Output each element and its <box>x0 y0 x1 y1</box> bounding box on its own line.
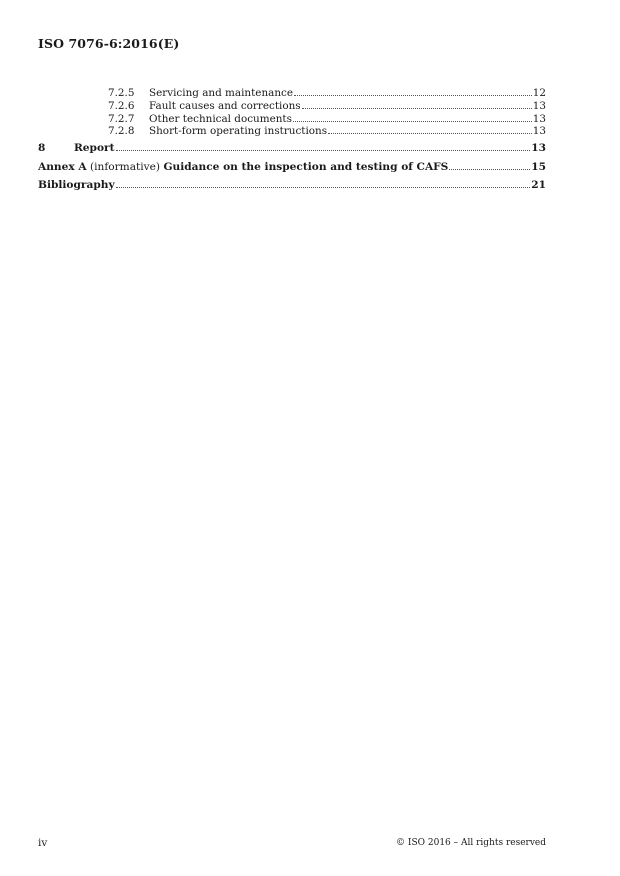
table-of-contents <box>38 87 546 195</box>
toc-entry-title: Fault causes and corrections <box>149 99 301 112</box>
toc-entry-page: 13 <box>532 99 546 112</box>
toc-entry-number: 7.2.7 <box>108 112 135 125</box>
toc-entry-number: 7.2.5 <box>108 87 135 99</box>
toc-entry-bibliography[interactable] <box>38 176 546 195</box>
dot-leader <box>302 108 532 109</box>
page-number: iv <box>38 837 48 849</box>
toc-entry-section-8[interactable] <box>38 139 546 158</box>
toc-entry-title: Other technical documents <box>149 112 292 125</box>
annex-qualifier: (informative) <box>89 160 161 173</box>
document-id-header: ISO 7076-6:2016(E) <box>38 36 180 51</box>
annex-label: Annex A <box>38 160 87 173</box>
dot-leader <box>328 133 532 134</box>
copyright-notice: © ISO 2016 – All rights reserved <box>396 838 546 848</box>
toc-entry-page: 13 <box>532 112 546 125</box>
dot-leader <box>293 121 532 122</box>
toc-entry-7-2-6[interactable] <box>38 100 546 113</box>
toc-entry-page: 13 <box>531 142 546 155</box>
dot-leader <box>294 95 532 96</box>
toc-entry-title: Report <box>74 142 115 155</box>
toc-entry-annex-a[interactable] <box>38 158 546 177</box>
toc-entry-page: 15 <box>531 160 546 173</box>
toc-entry-page: 21 <box>531 179 546 192</box>
toc-entry-page: 13 <box>532 125 546 138</box>
toc-entry-title: Short-form operating instructions <box>149 125 328 138</box>
annex-title: Guidance on the inspection and testing of CAFS <box>163 160 449 173</box>
toc-entry-number: 7.2.6 <box>108 99 135 112</box>
toc-entry-title: Bibliography <box>38 179 115 192</box>
toc-entry-page: 12 <box>532 87 546 99</box>
toc-entry-7-2-8[interactable] <box>38 125 546 138</box>
toc-entry-title <box>38 158 448 177</box>
toc-entry-number: 7.2.8 <box>108 125 135 138</box>
dot-leader <box>449 169 530 170</box>
dot-leader <box>116 150 531 151</box>
toc-entry-7-2-5[interactable] <box>38 87 546 100</box>
toc-entry-number: 8 <box>38 142 46 155</box>
toc-entry-7-2-7[interactable] <box>38 113 546 126</box>
dot-leader <box>116 187 531 188</box>
toc-entry-title: Servicing and maintenance <box>149 87 293 99</box>
